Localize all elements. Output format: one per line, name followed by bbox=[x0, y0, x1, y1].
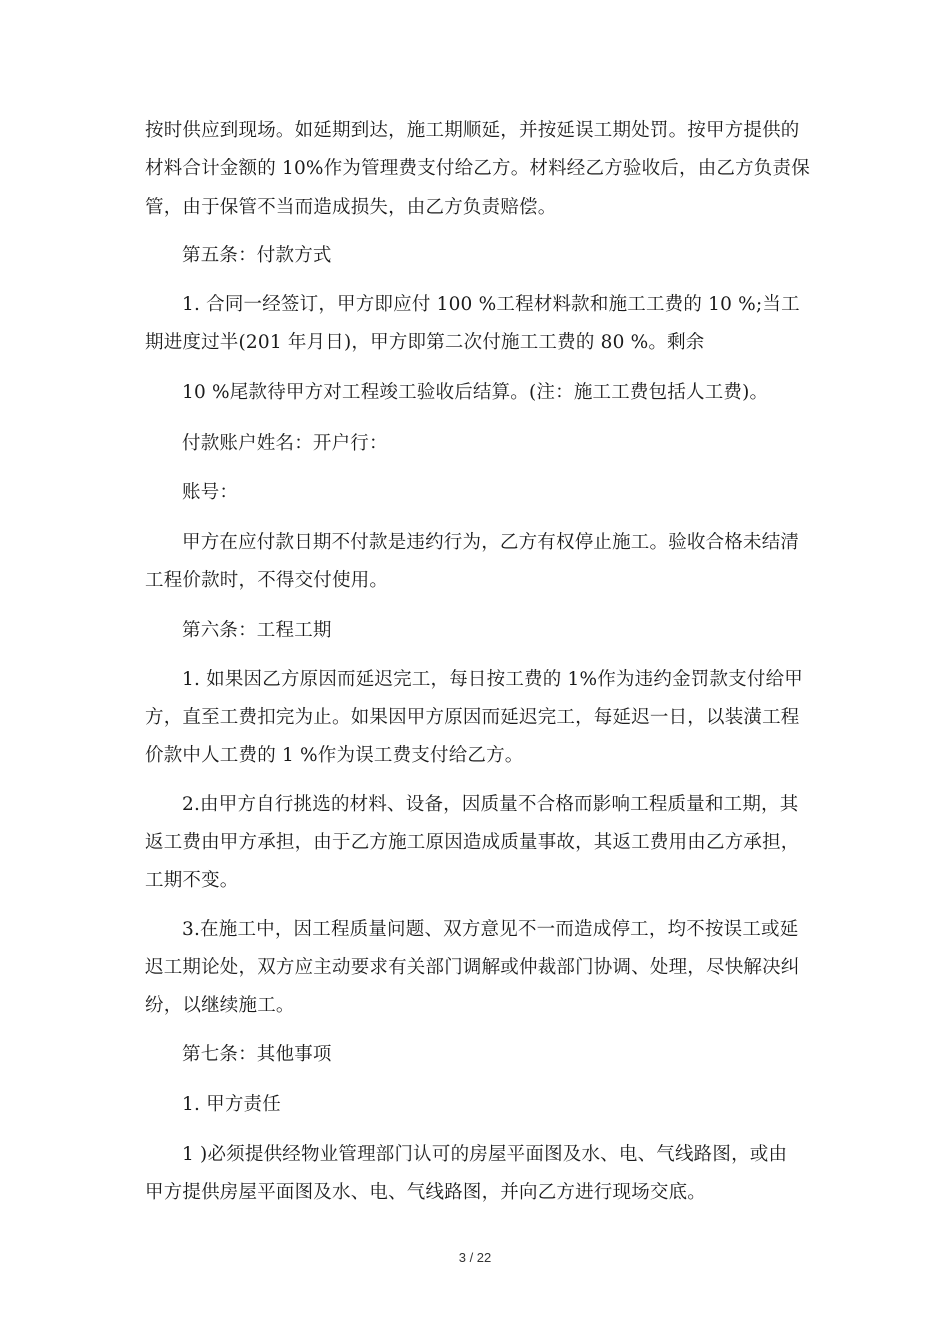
paragraph-line: 工程价款时，不得交付使用。 bbox=[145, 570, 389, 591]
paragraph-line: 3.在施工中，因工程质量问题、双方意见不一而造成停工，均不按误工或延 bbox=[182, 919, 799, 940]
paragraph-line: 期进度过半(201 年月日)，甲方即第二次付施工工费的 80 %。剩余 bbox=[145, 332, 705, 353]
section-heading: 第五条：付款方式 bbox=[182, 245, 332, 266]
paragraph-line: 付款账户姓名：开户行： bbox=[182, 433, 388, 454]
paragraph-line: 纷，以继续施工。 bbox=[145, 995, 295, 1016]
paragraph-line: 2.由甲方自行挑选的材料、设备，因质量不合格而影响工程质量和工期，其 bbox=[182, 794, 799, 815]
paragraph-line: 材料合计金额的 10%作为管理费支付给乙方。材料经乙方验收后，由乙方负责保 bbox=[145, 158, 810, 179]
section-heading: 第七条：其他事项 bbox=[182, 1044, 332, 1065]
paragraph-line: 方，直至工费扣完为止。如果因甲方原因而延迟完工，每延迟一日，以装潢工程 bbox=[145, 707, 800, 728]
page-number: 3 / 22 bbox=[458, 1250, 492, 1265]
paragraph-line: 账号： bbox=[182, 482, 239, 503]
paragraph-line: 返工费由甲方承担，由于乙方施工原因造成质量事故，其返工费用由乙方承担， bbox=[145, 832, 800, 853]
paragraph-line: 1. 如果因乙方原因而延迟完工，每日按工费的 1%作为违约金罚款支付给甲 bbox=[182, 669, 803, 690]
paragraph-line: 10 %尾款待甲方对工程竣工验收后结算。(注：施工工费包括人工费)。 bbox=[182, 382, 769, 403]
paragraph-line: 迟工期论处，双方应主动要求有关部门调解或仲裁部门协调、处理，尽快解决纠 bbox=[145, 957, 800, 978]
paragraph-line: 管，由于保管不当而造成损失，由乙方负责赔偿。 bbox=[145, 197, 557, 218]
section-heading: 第六条：工程工期 bbox=[182, 620, 332, 641]
paragraph-line: 按时供应到现场。如延期到达，施工期顺延，并按延误工期处罚。按甲方提供的 bbox=[145, 120, 800, 141]
paragraph-line: 1 )必须提供经物业管理部门认可的房屋平面图及水、电、气线路图，或由 bbox=[182, 1144, 788, 1165]
paragraph-line: 1. 甲方责任 bbox=[182, 1094, 281, 1115]
paragraph-line: 1. 合同一经签订，甲方即应付 100 %工程材料款和施工工费的 10 %;当工 bbox=[182, 294, 800, 315]
paragraph-line: 甲方在应付款日期不付款是违约行为，乙方有权停止施工。验收合格未结清 bbox=[182, 532, 800, 553]
paragraph-line: 甲方提供房屋平面图及水、电、气线路图，并向乙方进行现场交底。 bbox=[145, 1182, 707, 1203]
paragraph-line: 工期不变。 bbox=[145, 870, 239, 891]
paragraph-line: 价款中人工费的 1 %作为误工费支付给乙方。 bbox=[145, 745, 524, 766]
